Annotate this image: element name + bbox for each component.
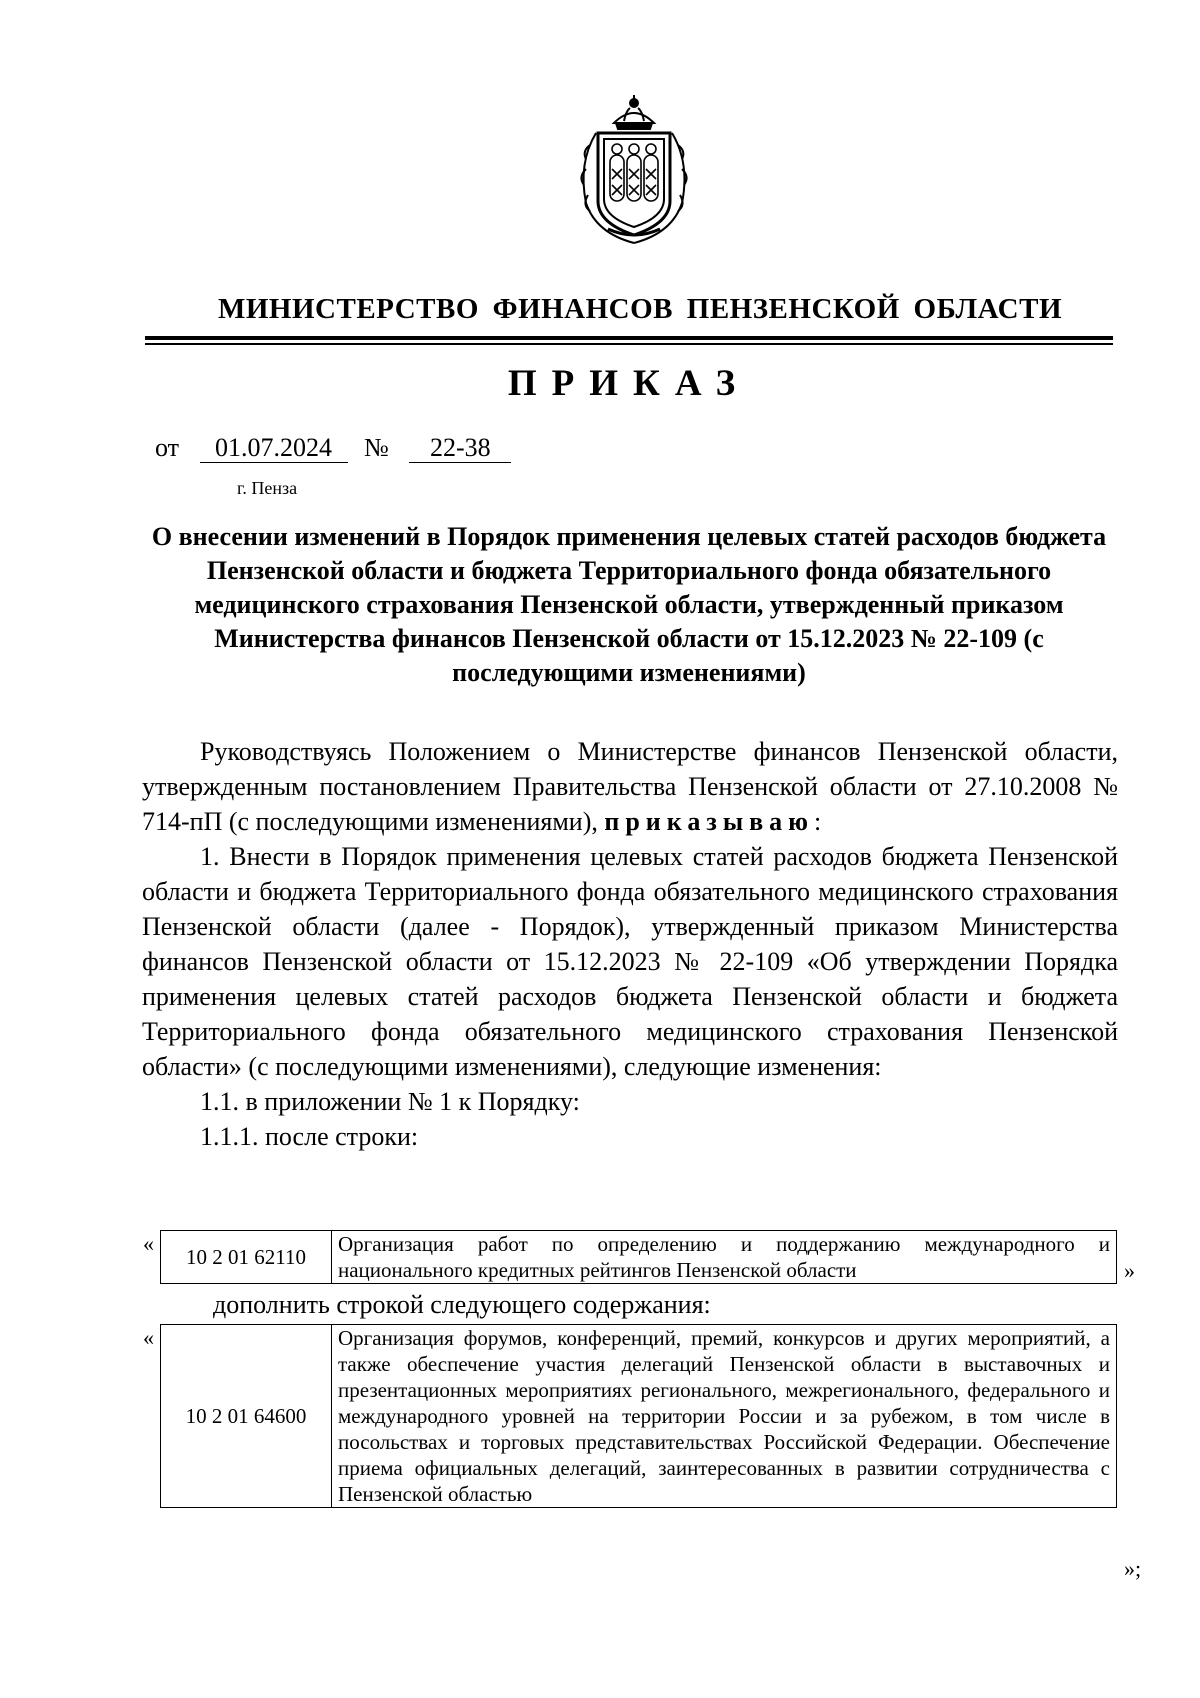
intro-paragraph: Руководствуясь Положением о Министерстве финансов Пензенской области, утвержденным постановлением Правительства Пензенской области от 27.10.2008 № 714-пП (с последующими изменениями), приказываю: — [142, 737, 1118, 836]
ministry-name: МИНИСТЕРСТВО ФИНАНСОВ ПЕНЗЕНСКОЙ ОБЛАСТИ — [217, 293, 1063, 325]
header-rule-thin — [145, 343, 1113, 345]
add-row-instruction: дополнить строкой следующего содержания: — [213, 1290, 711, 1319]
document-type-title: ПРИКАЗ — [507, 363, 751, 404]
document-date: 01.07.2024 — [200, 434, 348, 463]
coat-of-arms-emblem — [568, 93, 700, 251]
target-description: Организация форумов, конференций, премий, конкурсов и других мероприятий, а также обеспечение участия делегаций Пензенской области в выставочных и презентационных мероприятиях регионального, межрегионального, федерального и международного уровней на территории России и за рубежом, в том числе в посольствах и торговых представительствах Российской Федерации. Обеспечение приема официальных делегаций, заинтересованных в развитии сотрудничества с Пензенской областью — [332, 1325, 1117, 1508]
item-1-paragraph: 1. Внести в Порядок применения целевых статей расходов бюджета Пензенской области и бюджета Территориального фонда обязательного медицинского страхования Пензенской области (далее - Порядок), утвержденный приказом Министерства финансов Пензенской области от 15.12.2023 № 22-109 «Об утверждении Порядка применения целевых статей расходов бюджета Пензенской области и бюджета Территориального фонда обязательного медицинского страхования Пензенской области» (с последующими изменениями), следующие изменения: — [142, 842, 1118, 1081]
table2-close-quote: »; — [1124, 1556, 1142, 1581]
document-subject: О внесении изменений в Порядок применения целевых статей расходов бюджета Пензенской области и бюджета Территориального фонда обязательного медицинского страхования Пензенской области, утвержденный приказом Министерства финансов Пензенской области от 15.12.2023 № 22-109 (с последующими изменениями) — [151, 522, 1107, 687]
table1-open-quote: « — [143, 1231, 154, 1256]
existing-row-table — [160, 1230, 1117, 1284]
item-1-1-1-paragraph: 1.1.1. после строки: — [200, 1122, 419, 1151]
table-row — [161, 1231, 1117, 1284]
document-number: 22-38 — [409, 434, 511, 463]
target-description: Организация работ по определению и поддержанию международного и национального кредитных рейтингов Пензенской области — [332, 1231, 1117, 1284]
table1-close-quote: » — [1124, 1258, 1135, 1283]
date-number-row — [155, 433, 511, 463]
order-word: приказываю — [604, 807, 815, 836]
new-row-table — [160, 1324, 1117, 1508]
table2-open-quote: « — [143, 1325, 154, 1350]
date-prefix: от — [155, 433, 180, 462]
document-body — [142, 734, 1118, 1154]
target-code: 10 2 01 62110 — [161, 1231, 332, 1284]
item-1-1-paragraph: 1.1. в приложении № 1 к Порядку: — [200, 1087, 580, 1116]
target-code: 10 2 01 64600 — [161, 1325, 332, 1508]
document-city: г. Пенза — [237, 478, 298, 498]
header-rule-thick — [145, 336, 1113, 340]
number-prefix: № — [364, 433, 389, 462]
table-row — [161, 1325, 1117, 1508]
